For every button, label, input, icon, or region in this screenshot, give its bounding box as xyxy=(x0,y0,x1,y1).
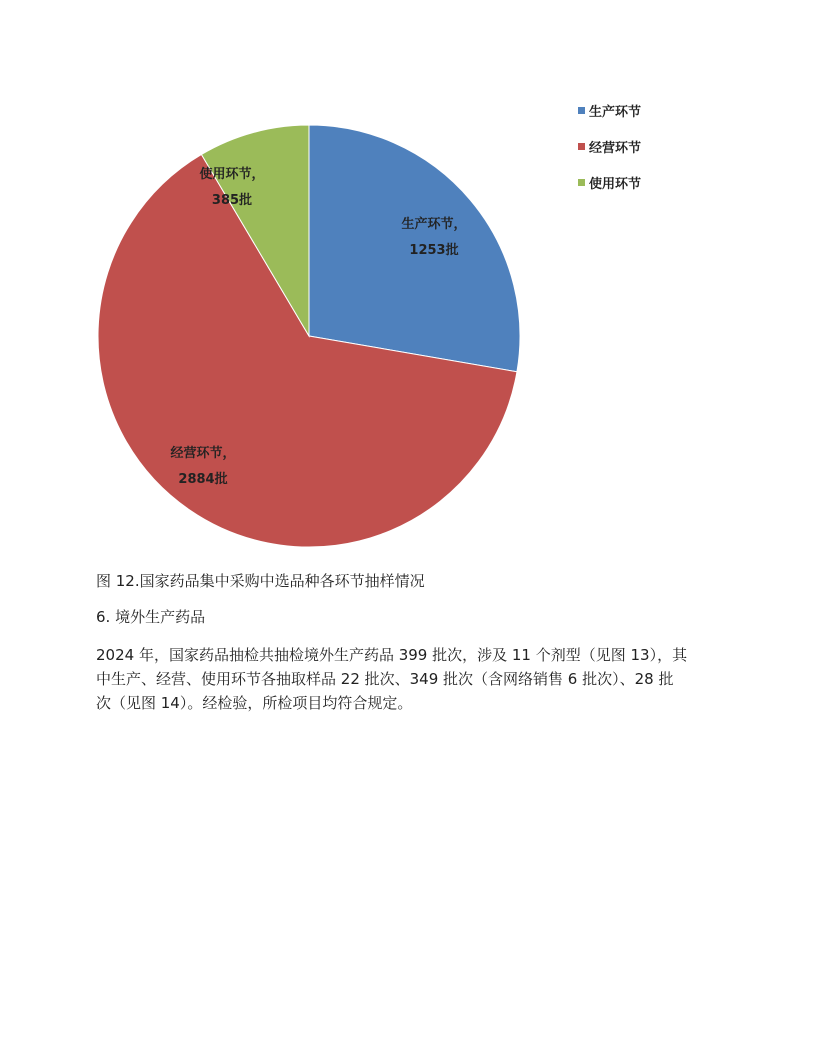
legend-label: 生产环节 xyxy=(589,105,642,120)
body-paragraph xyxy=(96,643,720,715)
data-label-name: 经营环节， xyxy=(170,446,236,461)
data-label-name: 使用环节， xyxy=(199,167,265,182)
data-label-value: 2884批 xyxy=(178,472,228,487)
paragraph-line: 次（见图 14）。经检验，所检项目均符合规定。 xyxy=(96,694,413,712)
section-heading: 6. 境外生产药品 xyxy=(96,608,206,626)
data-label-value: 1253批 xyxy=(409,243,459,258)
legend-label: 经营环节 xyxy=(589,141,642,156)
paragraph-line: 中生产、经营、使用环节各抽取样品 22 批次、349 批次（含网络销售 6 批次）、28 批 xyxy=(96,670,674,688)
figure-caption: 图 12.国家药品集中采购中选品种各环节抽样情况 xyxy=(96,572,425,590)
paragraph-line: 2024 年，国家药品抽检共抽检境外生产药品 399 批次，涉及 11 个剂型（见图 13），其 xyxy=(96,646,688,664)
legend-swatch xyxy=(578,179,585,186)
legend-swatch xyxy=(578,143,585,150)
legend-swatch xyxy=(578,107,585,114)
data-label-value: 385批 xyxy=(211,193,253,208)
legend-label: 使用环节 xyxy=(589,177,642,192)
data-label-name: 生产环节， xyxy=(401,217,467,232)
